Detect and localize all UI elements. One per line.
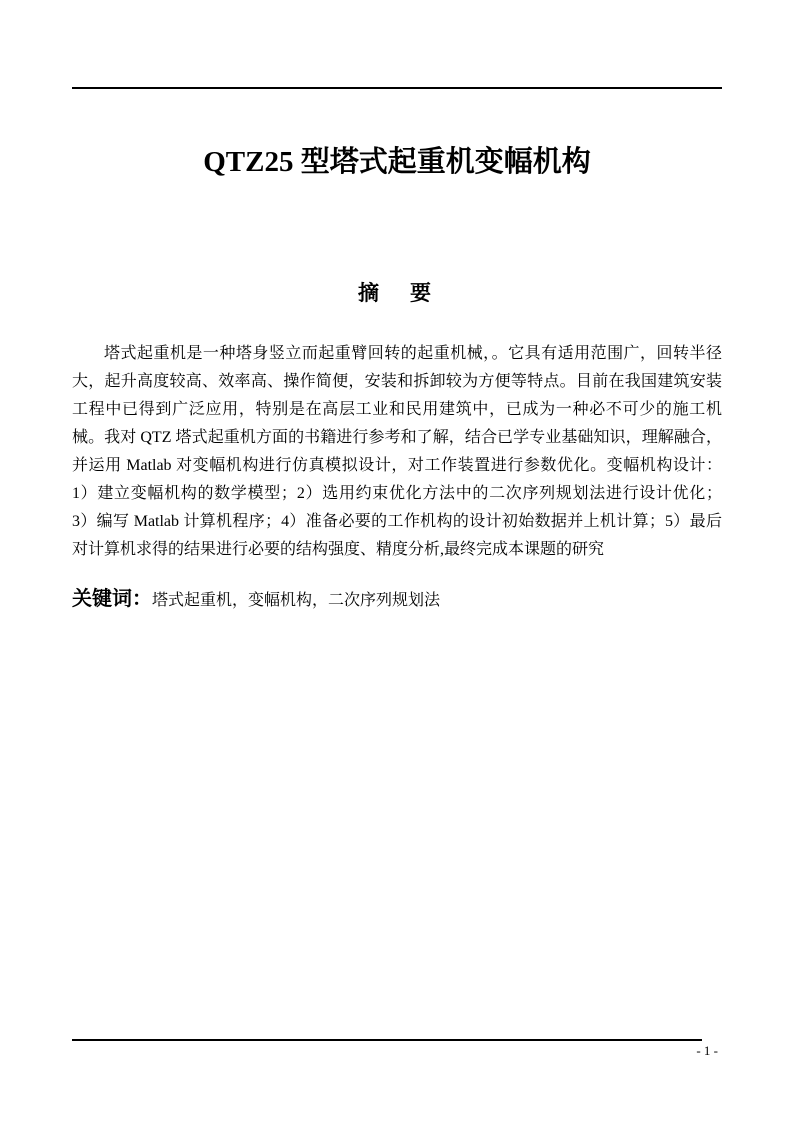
abstract-paragraph [72,340,722,564]
abstract-line: 工程中已得到广泛应用，特别是在高层工业和民用建筑中，已成为一种必不可少的施工机 [72,401,722,418]
abstract-line: 塔式起重机是一种塔身竖立而起重臂回转的起重机械，。它具有适用范围广，回转半径 [104,345,722,362]
document-title: QTZ25 型塔式起重机变幅机构 [203,146,591,178]
abstract-line: 械。我对 QTZ 塔式起重机方面的书籍进行参考和了解，结合已学专业基础知识，理解融合， [72,429,722,446]
abstract-line: 对计算机求得的结果进行必要的结构强度、精度分析,最终完成本课题的研究 [72,541,605,558]
keywords-label: 关键词： [72,588,152,610]
header-rule [72,87,722,89]
footer-rule [72,1039,702,1041]
abstract-line: 3）编写 Matlab 计算机程序；4）准备必要的工作机构的设计初始数据并上机计算；5）最后 [72,513,722,530]
abstract-line: 并运用 Matlab 对变幅机构进行仿真模拟设计，对工作装置进行参数优化。变幅机构设计： [72,457,722,474]
page-number: - 1 - [696,1043,718,1058]
abstract-line: 1）建立变幅机构的数学模型；2）选用约束优化方法中的二次序列规划法进行设计优化； [72,485,722,502]
abstract-heading: 摘 要 [358,281,436,305]
keywords-row [72,586,722,614]
abstract-line: 大，起升高度较高、效率高、操作简便，安装和拆卸较为方便等特点。目前在我国建筑安装 [72,373,722,390]
keywords-content: 塔式起重机，变幅机构，二次序列规划法 [152,592,441,609]
